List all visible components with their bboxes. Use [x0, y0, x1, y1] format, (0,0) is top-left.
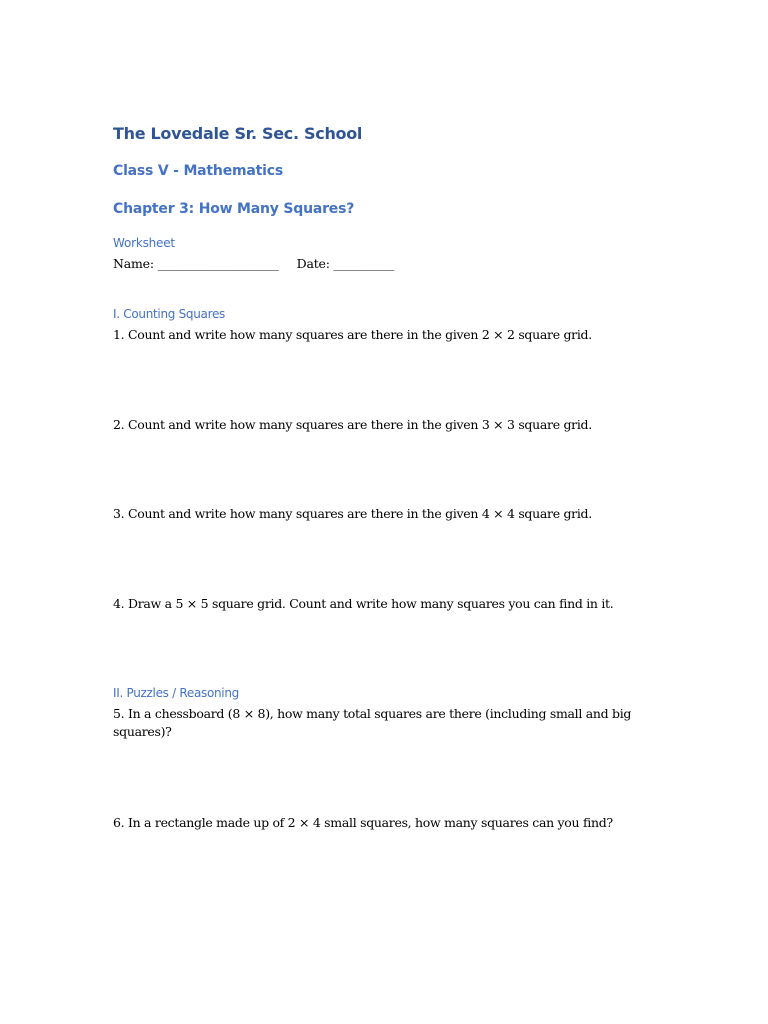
question-6: 6. In a rectangle made up of 2 × 4 small squares, how many squares can you find? [113, 815, 613, 830]
name-date-line [113, 256, 394, 271]
question-2: 2. Count and write how many squares are there in the given 3 × 3 square grid. [113, 417, 592, 432]
class-title: Class V - Mathematics [113, 163, 283, 179]
date-field: Date: __________ [296, 256, 395, 271]
section-heading-puzzles-reasoning: II. Puzzles / Reasoning [113, 686, 239, 700]
chapter-title: Chapter 3: How Many Squares? [113, 201, 355, 217]
question-1: 1. Count and write how many squares are there in the given 2 × 2 square grid. [113, 327, 592, 342]
question-4: 4. Draw a 5 × 5 square grid. Count and write how many squares you can find in it. [113, 596, 614, 611]
worksheet-label: Worksheet [113, 236, 175, 250]
question-3: 3. Count and write how many squares are there in the given 4 × 4 square grid. [113, 506, 592, 521]
question-5: 5. In a chessboard (8 × 8), how many total squares are there (including small and big squares)? [113, 706, 632, 739]
section-heading-counting-squares: I. Counting Squares [113, 307, 225, 321]
name-field: Name: ____________________ [113, 256, 279, 271]
school-title: The Lovedale Sr. Sec. School [113, 124, 363, 143]
